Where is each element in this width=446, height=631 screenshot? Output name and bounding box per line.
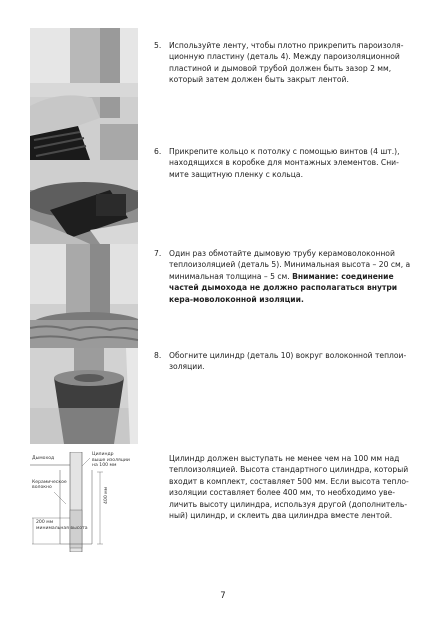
step-text <box>169 248 416 305</box>
cylinder-sub-label: выше изоляции на 100 мм <box>92 458 130 469</box>
cylinder-label: Цилиндр <box>92 452 114 457</box>
step-text: Обогните цилиндр (деталь 10) вокруг волоконной теплои-золяции. <box>169 351 407 372</box>
step-number: 8. <box>154 351 162 360</box>
cylinder-note: Цилиндр должен выступать не менее чем на 100 мм над теплоизоляцией. Высота стандартного цилиндра, который входит в комплект, составляет 500 мм. Если высота тепло-изоляции составляет более 400 мм, то необходимо уве-личить высоту цилиндра, используя другой (дополнитель-ный) цилиндр, и склеить два цилиндра вместе лентой. <box>169 454 409 521</box>
step-text-plain: Один раз обмотайте дымовую трубу керамоволоконной теплоизоляцией (деталь 5). Минимальная высота – 20 см, а минимальная толщина – 5 см. <box>169 249 411 281</box>
step-number: 7. <box>154 249 162 258</box>
step-number: 5. <box>154 41 162 50</box>
dimension-label: 400 мм <box>104 486 109 504</box>
ceramic-label: Керамическое волокно <box>32 480 67 491</box>
step-text: Прикрепите кольцо к потолку с помощью винтов (4 шт.), находящихся в коробке для монтажных элементов. Сни-мите защитную пленку с кольца. <box>169 147 400 179</box>
photo-step-6 <box>30 160 138 244</box>
height-sub-label: минимальная высота <box>36 526 88 531</box>
photo-step-7 <box>30 244 138 348</box>
flue-label: Дымоход <box>32 456 55 461</box>
step-number: 6. <box>154 147 162 156</box>
step-text: Используйте ленту, чтобы плотно прикрепить пароизоля-ционную пластину (деталь 4). Между пароизоляционной пластиной и дымовой трубой должен быть зазор 2 мм, который затем должен быть закрыт лентой. <box>169 41 404 85</box>
photo-step-5 <box>30 28 138 160</box>
height-label: 200 мм <box>36 520 54 525</box>
step-text-warning: Внимание: соединение частей дымохода не должно располагаться внутри кера-моволоконной изоляции. <box>169 271 398 304</box>
photo-step-8 <box>30 348 138 444</box>
installation-diagram <box>30 452 142 552</box>
page-number: 7 <box>220 591 226 601</box>
